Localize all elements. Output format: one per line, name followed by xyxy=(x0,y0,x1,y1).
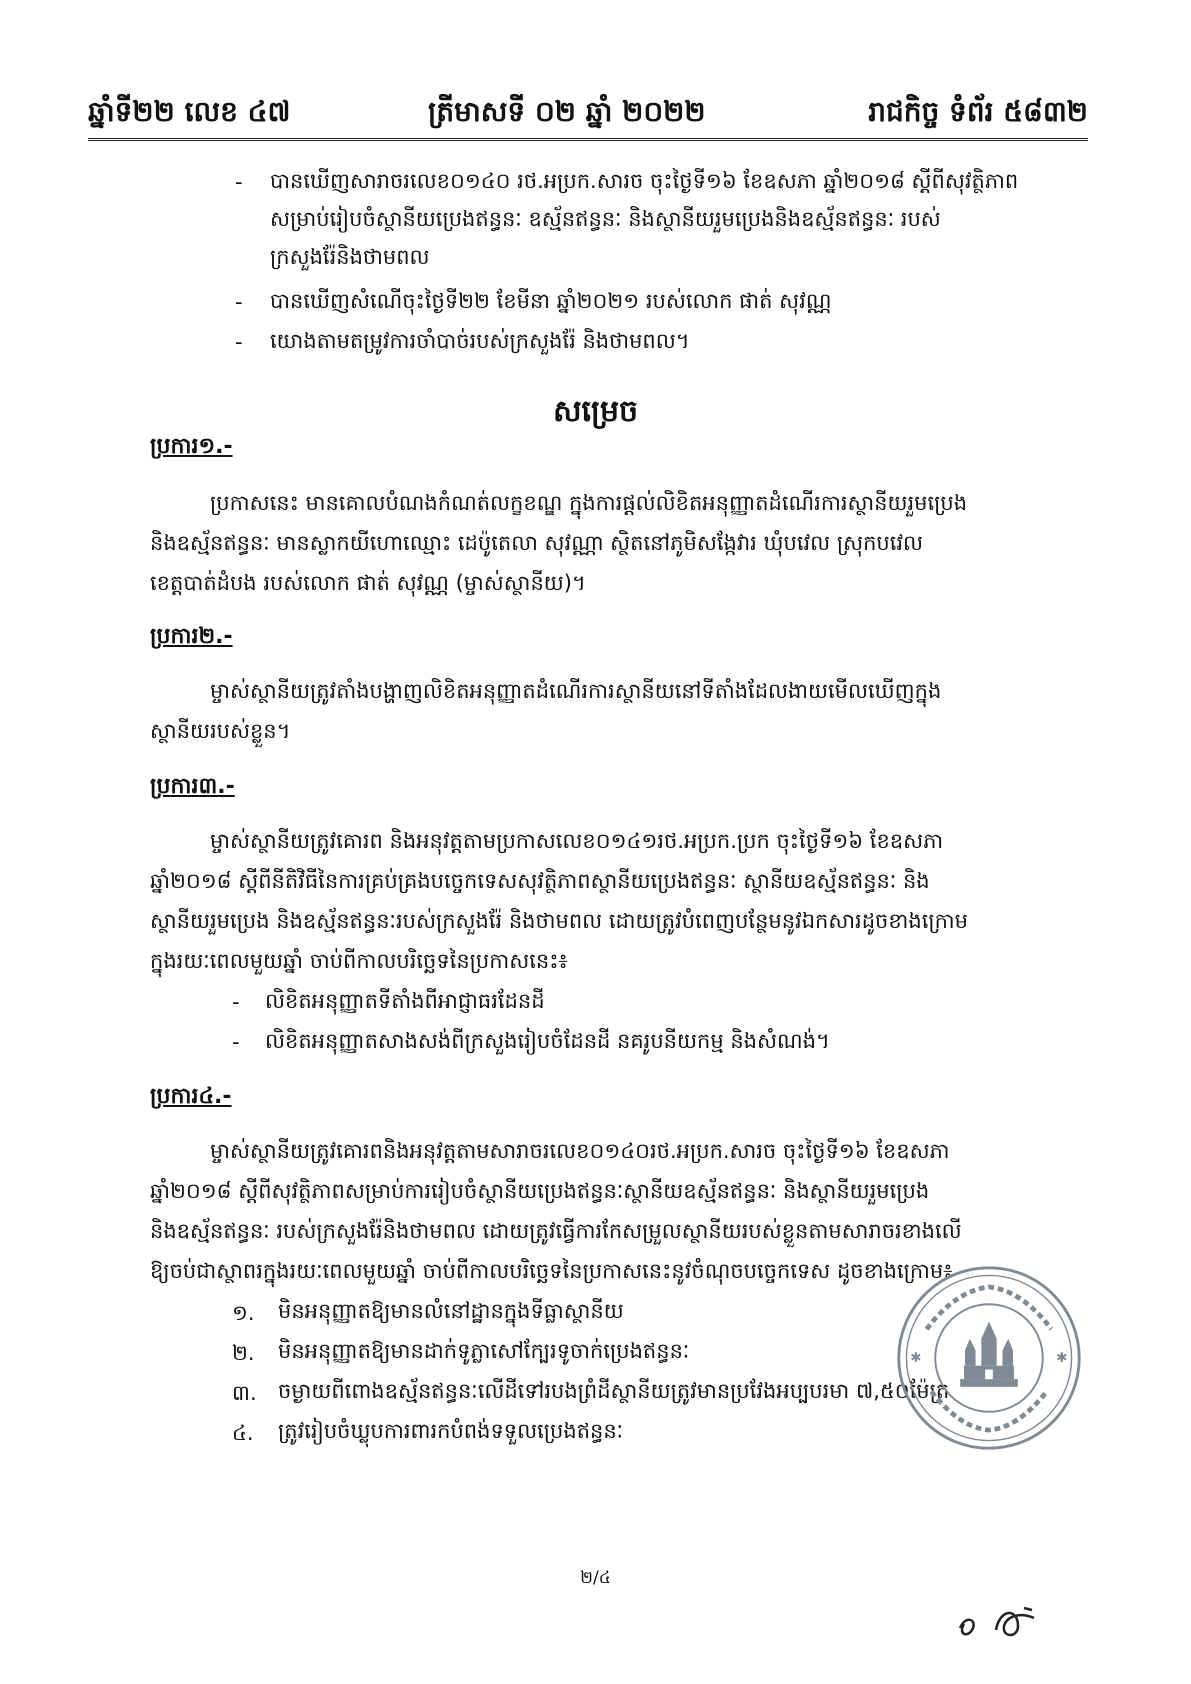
page-footer-number: ២/៤ xyxy=(580,1568,611,1588)
svg-text:✱: ✱ xyxy=(910,1350,922,1366)
svg-text:✱: ✱ xyxy=(1056,1350,1068,1366)
article-text-line: ក្នុងរយៈពេលមួយឆ្នាំ ចាប់ពីកាលបរិច្ឆេទនៃប្រកាសនេះ៖ xyxy=(150,949,568,973)
bullet-dash: - xyxy=(232,990,240,1014)
article-text-line: ឆ្នាំ២០១៨ ស្តីពីនីតិវិធីនៃការគ្រប់គ្រងបច្ចេកទេសសុវត្ថិភាពស្ថានីយប្រេងឥន្ធនៈ ស្ថានីយឧស្ម័នឥន្ធនៈ និង xyxy=(150,869,930,893)
preamble-line: បានឃើញសារាចរលេខ០១៤០ រថ.អប្រក.សារច ចុះថ្ងៃទី១៦ ខែឧសភា ឆ្នាំ២០១៨ ស្តីពីសុវត្ថិភាព xyxy=(270,169,1019,193)
list-number: ១. xyxy=(232,1301,255,1325)
list-number: ២. xyxy=(232,1341,255,1365)
article-bullet: លិខិតអនុញ្ញាតសាងសង់ពីក្រសួងរៀបចំដែនដី នគរូបនីយកម្ម និងសំណង់។ xyxy=(265,1029,830,1053)
article-text-line: ខេត្តបាត់ដំបង របស់លោក ផាត់ សុវណ្ណ (ម្ចាស់ស្ថានីយ)។ xyxy=(150,571,586,595)
list-number: ៤. xyxy=(232,1421,254,1445)
article-text-line: ឆ្នាំ២០១៨ ស្តីពីសុវត្ថិភាពសម្រាប់ការរៀបចំស្ថានីយប្រេងឥន្ធនៈស្ថានីយឧស្ម័នឥន្ធនៈ និងស្ថានីយរួមប្រេង xyxy=(150,1179,930,1203)
gazette-header xyxy=(88,88,1088,141)
article-text-line: ឱ្យចប់ជាស្ថាពរក្នុងរយៈពេលមួយឆ្នាំ ចាប់ពីកាលបរិច្ឆេទនៃប្រកាសនេះនូវចំណុចបច្ចេកទេស ដូចខាងក្រោម៖ xyxy=(150,1259,953,1283)
list-number: ៣. xyxy=(232,1381,257,1405)
preamble-line: ក្រសួងរ៉ែនិងថាមពល xyxy=(270,245,430,269)
list-item: មិនអនុញ្ញាតឱ្យមានដាក់ទូភ្លាសៅក្បែរទូចាក់ប្រេងឥន្ធនៈ xyxy=(278,1339,690,1363)
preamble-line: បានឃើញសំណើចុះថ្ងៃទី២២ ខែមីនា ឆ្នាំ២០២១ របស់លោក ផាត់ សុវណ្ណ xyxy=(270,289,832,313)
decision-title: សម្រេច xyxy=(552,394,639,429)
header-quarter: ត្រីមាសទី ០២ ឆ្នាំ ២០២២ xyxy=(428,95,706,128)
handwritten-signature xyxy=(950,1600,1060,1640)
article-text-line: ម្ចាស់ស្ថានីយត្រូវគោរពនិងអនុវត្តតាមសារាចរលេខ០១៤០រថ.អប្រក.សារច ចុះថ្ងៃទី១៦ ខែឧសភា xyxy=(210,1139,950,1163)
preamble-line: យោងតាមតម្រូវការចាំបាច់របស់ក្រសួងរ៉ែ និងថាមពល។ xyxy=(270,329,690,353)
article-text-line: ម្ចាស់ស្ថានីយត្រូវតាំងបង្ហាញលិខិតអនុញ្ញាតដំណើរការស្ថានីយនៅទីតាំងដែលងាយមើលឃើញក្នុង xyxy=(210,679,942,703)
bullet-dash: - xyxy=(235,170,243,194)
list-item: ត្រូវរៀបចំឃ្លុបការពារកបំពង់ទទួលប្រេងឥន្ធនៈ xyxy=(278,1419,624,1443)
list-item: មិនអនុញ្ញាតឱ្យមានលំនៅដ្ឋានក្នុងទីធ្លាស្ថានីយ xyxy=(278,1299,624,1323)
article-text-line: ម្ចាស់ស្ថានីយត្រូវគោរព និងអនុវត្តតាមប្រកាសលេខ០១៤១រថ.អប្រក.ប្រក ចុះថ្ងៃទី១៦ ខែឧសភា xyxy=(210,829,944,853)
official-stamp xyxy=(893,1262,1085,1454)
article-text-line: និងឧស្ម័នឥន្ធនៈ មានស្លាកយីហោឈ្មោះ ដេប៉ូតេលា សុវណ្ណា ស្ថិតនៅភូមិសង្កែវារ ឃុំបវេល ស្រុកបវេល xyxy=(150,531,924,555)
bullet-dash: - xyxy=(235,330,243,354)
article-3-heading: ប្រការ៣.- xyxy=(150,774,235,799)
article-1-heading: ប្រការ១.- xyxy=(150,434,233,459)
preamble-line: សម្រាប់រៀបចំស្ថានីយប្រេងឥន្ធនៈ ឧស្ម័នឥន្ធនៈ និងស្ថានីយរួមប្រេងនិងឧស្ម័នឥន្ធនៈ របស់ xyxy=(270,207,941,231)
article-text-line: ស្ថានីយរបស់ខ្លួន។ xyxy=(150,719,291,743)
article-text-line: ប្រកាសនេះ មានគោលបំណងកំណត់លក្ខខណ្ឌ ក្នុងការផ្តល់លិខិតអនុញ្ញាតដំណើរការស្ថានីយរួមប្រេង xyxy=(210,491,968,515)
article-bullet: លិខិតអនុញ្ញាតទីតាំងពីអាជ្ញាធរដែនដី xyxy=(265,989,545,1013)
list-item: ចម្ងាយពីពោងឧស្ម័នឥន្ធនៈលើដីទៅរបងព្រំដីស្ថានីយត្រូវមានប្រវែងអប្បបរមា ៧,៥០ម៉ែត្រ xyxy=(278,1379,950,1403)
bullet-dash: - xyxy=(235,290,243,314)
angkor-temple-icon xyxy=(960,1322,1018,1387)
bullet-dash: - xyxy=(232,1030,240,1054)
header-issue: ឆ្នាំទី២២ លេខ ៤៧ xyxy=(88,95,291,128)
header-page-number: រាជកិច្ច ទំព័រ ៥៨៣២ xyxy=(868,95,1088,128)
article-text-line: និងឧស្ម័នឥន្ធនៈ របស់ក្រសួងរ៉ែនិងថាមពល ដោយត្រូវធ្វើការកែសម្រួលស្ថានីយរបស់ខ្លួនតាមសារាចរខាងលើ xyxy=(150,1219,962,1243)
article-text-line: ស្ថានីយរួមប្រេង និងឧស្ម័នឥន្ធនៈរបស់ក្រសួងរ៉ែ និងថាមពល ដោយត្រូវបំពេញបន្ថែមនូវឯកសារដូចខាងក្រោម xyxy=(150,909,968,933)
article-4-heading: ប្រការ៤.- xyxy=(150,1084,232,1109)
article-2-heading: ប្រការ២.- xyxy=(150,624,233,649)
